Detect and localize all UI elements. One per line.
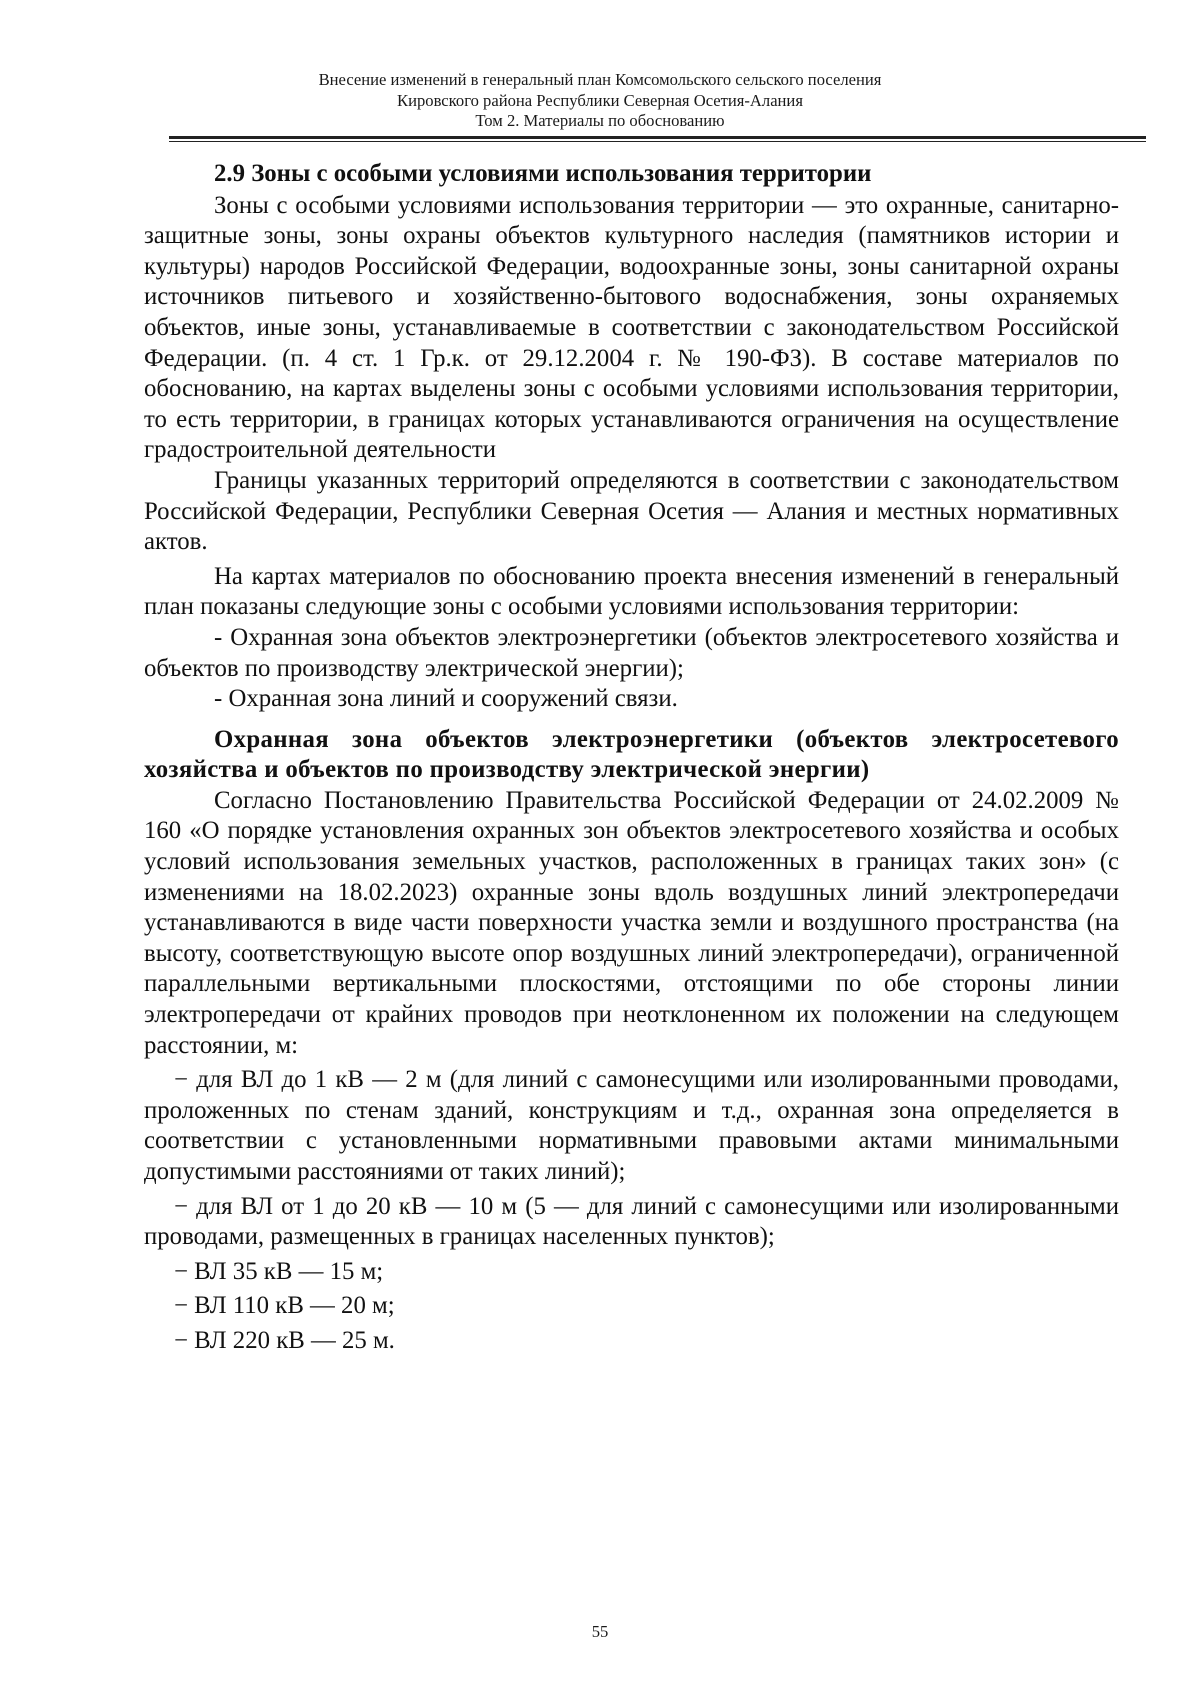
section-title: 2.9 Зоны с особыми условиями использования территории	[214, 160, 872, 187]
running-header	[0, 70, 1200, 132]
header-rule-thin	[169, 141, 1146, 142]
header-line-3: Том 2. Материалы по обоснованию	[475, 111, 725, 130]
subsection-title	[144, 725, 1119, 786]
paragraph-boundaries: Границы указанных территорий определяются в соответствии с законодательством Российской Федерации, Республики Северная Осетия — Алания и местных нормативных актов.	[144, 466, 1119, 556]
header-line-2: Кировского района Республики Северная Осетия-Алания	[397, 90, 803, 110]
paragraph-resolution: Согласно Постановлению Правительства Российской Федерации от 24.02.2009 № 160 «О порядке установления охранных зон объектов электросетевого хозяйства и особых условий использования земельных участков, расположенных в границах таких зон» (с изменениями на 18.02.2023) охранные зоны вдоль воздушных линий электропередачи устанавливаются в виде части поверхности участка земли и воздушного пространства (на высоту, соответствующую высоте опор воздушных линий электропередачи), ограниченной параллельными вертикальными плоскостями, отстоящими по обе стороны линии электропередачи от крайних проводов при неотклоненном их положении на следующем расстоянии, м:	[144, 786, 1119, 1059]
zone-list-item: - Охранная зона объектов электроэнергетики (объектов электросетевого хозяйства и объектов по производству электрической энергии);	[144, 623, 1119, 682]
distance-list-item: − для ВЛ до 1 кВ — 2 м (для линий с самонесущими или изолированными проводами, проложенных по стенам зданий, конструкциям и т.д., охранная зона определяется в соответствии с установленными нормативными правовыми актами минимальными допустимыми расстояниями от таких линий);	[144, 1066, 1119, 1185]
header-line-1: Внесение изменений в генеральный план Комсомольского сельского поселения	[318, 70, 882, 89]
distance-list-item: − ВЛ 110 кВ — 20 м;	[174, 1292, 395, 1320]
distance-list-item: − для ВЛ от 1 до 20 кВ — 10 м (5 — для линий с самонесущими или изолированными проводами, размещенных в границах населенных пунктов);	[144, 1192, 1119, 1251]
header-rule-thick	[169, 136, 1146, 139]
page-number: 55	[591, 1622, 609, 1641]
paragraph-zones-definition: Зоны с особыми условиями использования территории — это охранные, санитарно-защитные зоны, зоны охраны объектов культурного наследия (памятников истории и культуры) народов Российской Федерации, водоохранные зоны, зоны санитарной охраны источников питьевого и хозяйственно-бытового водоснабжения, зоны охраняемых объектов, иные зоны, устанавливаемые в соответствии с законодательством Российской Федерации. (п. 4 ст. 1 Гр.к. от 29.12.2004 г. № 190-ФЗ). В составе материалов по обоснованию, на картах выделены зоны с особыми условиями использования территории, то есть территории, в границах которых устанавливаются ограничения на осуществление градостроительной деятельности	[144, 191, 1119, 464]
distance-list-item: − ВЛ 35 кВ — 15 м;	[174, 1257, 384, 1285]
zone-list-item: - Охранная зона линий и сооружений связи.	[214, 685, 678, 713]
paragraph-maps: На картах материалов по обоснованию проекта внесения изменений в генеральный план показаны следующие зоны с особыми условиями использования территории:	[144, 562, 1119, 621]
distance-list-item: − ВЛ 220 кВ — 25 м.	[174, 1326, 395, 1354]
document-body	[144, 159, 1119, 1357]
subsection-title-text: Охранная зона объектов электроэнергетики (объектов электросетевого хозяйства и объектов по производству электрической энергии)	[144, 725, 1119, 784]
